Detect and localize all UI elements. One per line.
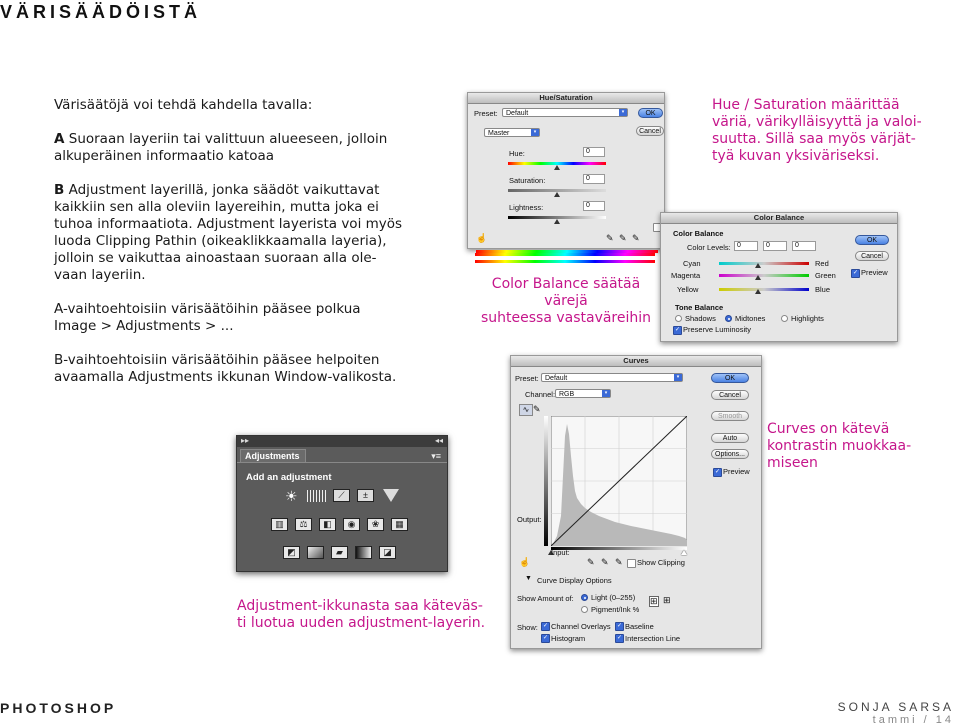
shadows-radio[interactable] [675,315,682,322]
cb-note-line: Color Balance säätää värejä [491,276,641,309]
hue-note-line: Hue / Saturation määrittää [712,97,900,113]
ok-button[interactable]: OK [855,235,889,245]
dialog-title: Color Balance [661,213,897,224]
curves-graph[interactable] [551,416,687,546]
magenta-label: Magenta [671,271,701,280]
panel-menu-icon[interactable]: ▾≡ [431,451,441,461]
channel-label: Channel: [525,390,556,399]
intro-line: Värisäätöjä voi tehdä kahdella tavalla: [54,97,313,113]
eyedropper-plus-icon[interactable]: ✎ [619,233,627,243]
channel-value: RGB [559,391,575,398]
preview-checkbox[interactable]: ✓ [852,270,859,276]
midtones-label: Midtones [735,314,766,323]
cancel-button[interactable]: Cancel [855,251,889,261]
white-point-handle[interactable] [681,550,687,555]
chevron-down-icon: ▾ [602,390,610,397]
adj-note-line: ti luotua uuden adjustment-layerin. [237,615,486,631]
hue-note-line: väriä, värikylläisyyttä ja valoi- [712,114,922,130]
auto-button[interactable]: Auto [711,433,749,443]
options-button[interactable]: Options... [711,449,749,459]
cancel-button[interactable]: Cancel [711,390,749,400]
preset-label: Preset: [474,109,498,118]
curve-tool-icon[interactable]: ∿ [519,404,533,416]
option-b-letter: B [54,182,65,198]
white-eyedropper-icon[interactable]: ✎ [615,557,623,567]
option-a-text: Suoraan layeriin tai valittuun alueeseen, jolloin [64,131,388,147]
preserve-luminosity-checkbox[interactable]: ✓ [674,327,681,333]
intersection-label: Intersection Line [625,634,681,643]
cb-note-line: suhteessa vastaväreihin [480,310,652,326]
curves-note-line: Curves on kätevä [767,421,890,437]
option-b-text: tuhoa informaatiota. Adjustment layerista voi myös [54,216,403,232]
option-b-text: Adjustment layerillä, jonka säädöt vaikuttavat [64,182,380,198]
curves-dialog [510,355,762,649]
a-path-text [54,301,361,335]
red-label: Red [815,259,829,268]
gradient-triangle-icon[interactable] [383,489,399,502]
color-balance-dialog [660,212,898,342]
preset-label: Preset: [515,374,539,383]
chevron-down-icon[interactable]: ▼ [525,575,532,582]
hue-slider-handle[interactable] [554,165,560,170]
hue-label: Hue: [509,149,525,158]
option-a-text-2: alkuperäinen informaatio katoaa [54,148,275,164]
baseline-label: Baseline [625,622,654,631]
threshold-icon[interactable]: ▰ [331,546,348,559]
highlights-radio[interactable] [781,315,788,322]
saturation-slider-handle[interactable] [554,192,560,197]
photo-filter-icon[interactable]: ◉ [343,518,360,531]
eyedropper-icon[interactable]: ✎ [606,233,614,243]
smooth-button[interactable]: Smooth [711,411,749,421]
histogram-checkbox[interactable]: ✓ [542,635,549,641]
preserve-luminosity-label: Preserve Luminosity [683,325,751,334]
output-label: Output: [517,515,542,524]
magenta-green-slider[interactable] [719,274,809,277]
option-b-text: luoda Clipping Pathin (oikeaklikkaamalla layeria), [54,233,387,249]
light-radio[interactable] [581,594,588,601]
level-field-2[interactable]: 0 [763,241,787,251]
grid-icon[interactable]: ▦ [391,518,408,531]
lightness-field[interactable]: 0 [583,201,605,211]
detailed-grid-icon[interactable]: ⊞ [663,595,671,605]
color-levels-label: Color Levels: [687,243,731,252]
b-path-text [54,352,396,386]
gray-eyedropper-icon[interactable]: ✎ [601,557,609,567]
cancel-button[interactable]: Cancel [636,126,664,136]
display-options-label: Curve Display Options [537,576,612,585]
hue-saturation-dialog [467,92,665,249]
dialog-title: Curves [511,356,761,367]
tab-adjustments[interactable]: Adjustments [240,449,306,462]
exposure-icon[interactable]: ± [357,489,374,502]
histogram-label: Histogram [551,634,586,643]
posterize-icon[interactable] [307,546,324,559]
channel-overlays-label: Channel Overlays [551,622,611,631]
dialog-title: Hue/Saturation [468,93,664,104]
footer-author [838,700,954,726]
option-b-text: vaan layeriin. [54,267,146,283]
b-path-line: B-vaihtoehtoisiin värisäätöihin pääsee helpoiten [54,352,380,368]
option-a-letter: A [54,131,65,147]
chevron-down-icon: ▾ [619,109,627,116]
level-field-1[interactable]: 0 [734,241,758,251]
black-eyedropper-icon[interactable]: ✎ [587,557,595,567]
cyan-label: Cyan [683,259,701,268]
output-gradient [544,416,548,546]
hue-field[interactable]: 0 [583,147,605,157]
intersection-checkbox[interactable]: ✓ [616,635,623,641]
color-balance-icon[interactable]: ⚖ [295,518,312,531]
saturation-field[interactable]: 0 [583,174,605,184]
midtones-radio[interactable] [725,315,732,322]
eyedropper-minus-icon[interactable]: ✎ [632,233,640,243]
ok-button[interactable]: OK [711,373,749,383]
yellow-blue-slider[interactable] [719,288,809,291]
option-b-text: kaikkiin sen alla oleviin layereihin, mutta joka ei [54,199,379,215]
vibrance-icon[interactable]: ▥ [271,518,288,531]
option-b [54,182,402,284]
adjustments-note [237,598,485,632]
brightness-icon[interactable]: ☀ [285,488,298,504]
input-label: Input: [551,548,570,557]
gradient-map-icon[interactable] [355,546,372,559]
preview-label: Preview [723,467,750,476]
pigment-label: Pigment/Ink % [591,605,640,614]
panel-topbar [237,436,447,447]
green-label: Green [815,271,836,280]
preset-select[interactable] [502,108,628,117]
channel-value: Master [488,130,510,137]
highlights-label: Highlights [791,314,824,323]
b-path-line: avaamalla Adjustments ikkunan Window-valikosta. [54,369,397,385]
option-b-text: jolloin se vaikuttaa ainoastaan suoraan alla ole- [54,250,377,266]
hand-icon[interactable]: ☝ [476,233,488,243]
saturation-label: Saturation: [509,176,546,185]
hue-note-line: suutta. Sillä saa myös värjät- [712,131,916,147]
footer-section-label: PHOTOSHOP [0,700,117,716]
color-balance-note [476,276,656,327]
expand-arrows-icon[interactable]: ◂◂ [434,436,443,445]
show-clipping-checkbox[interactable] [627,559,636,568]
light-label: Light (0–255) [591,593,636,602]
cyan-red-slider[interactable] [719,262,809,265]
yellow-label: Yellow [677,285,699,294]
baseline-checkbox[interactable]: ✓ [616,623,623,629]
preset-value: Default [506,110,529,117]
preview-label: Preview [861,268,888,277]
hand-icon[interactable]: ☝ [519,557,531,567]
input-gradient [551,547,687,550]
preset-value: Default [545,375,568,382]
hue-note-line: tyä kuvan yksiväriseksi. [712,148,880,164]
panel-heading: Add an adjustment [246,472,332,483]
levels-icon[interactable] [307,490,327,502]
black-white-icon[interactable]: ◧ [319,518,336,531]
lightness-label: Lightness: [509,203,544,212]
spectrum-bar [475,260,655,263]
curves-note [767,421,911,472]
group-label: Color Balance [673,229,724,238]
cyan-red-handle[interactable] [755,263,761,268]
lightness-slider-handle[interactable] [554,219,560,224]
show-clipping-label: Show Clipping [637,558,685,567]
collapse-arrows-icon[interactable]: ▸▸ [241,436,250,445]
channel-select[interactable] [555,389,611,398]
author-name: SONJA SARSA [837,700,954,714]
blue-label: Blue [815,285,831,294]
shadows-label: Shadows [685,314,716,323]
hue-note [712,97,922,165]
adjustments-panel [236,435,448,572]
channel-overlays-checkbox[interactable]: ✓ [542,623,549,629]
level-field-3[interactable]: 0 [792,241,816,251]
show-label: Show: [517,623,538,632]
page-title: VÄRISÄÄDÖISTÄ [0,2,202,22]
selective-color-icon[interactable]: ◪ [379,546,396,559]
magenta-green-handle[interactable] [755,275,761,280]
invert-icon[interactable]: ◩ [283,546,300,559]
group-label: Tone Balance [675,303,724,312]
show-amount-label: Show Amount of: [517,594,574,603]
yellow-blue-handle[interactable] [755,289,761,294]
curves-note-line: miseen [767,455,818,471]
preview-checkbox[interactable]: ✓ [714,469,721,475]
adj-note-line: Adjustment-ikkunasta saa käteväs- [237,598,483,614]
chevron-down-icon: ▾ [531,129,539,136]
tab-divider [237,462,447,463]
channel-select[interactable] [484,128,540,137]
pigment-radio[interactable] [581,606,588,613]
pencil-icon[interactable]: ✎ [533,404,541,414]
preset-select[interactable] [541,373,683,382]
channel-mixer-icon[interactable]: ❀ [367,518,384,531]
simple-grid-icon[interactable]: ⊞ [650,596,658,606]
curves-icon[interactable]: ⟋ [333,489,350,502]
option-a [54,131,387,165]
a-path-line: Image > Adjustments > ... [54,318,234,334]
page-number: tammi / 14 [872,714,954,726]
ok-button[interactable]: OK [638,108,663,118]
a-path-line: A-vaihtoehtoisiin värisäätöihin pääsee polkua [54,301,361,317]
spectrum-bar [475,253,655,256]
chevron-down-icon: ▾ [674,374,682,381]
curves-note-line: kontrastin muokkaa- [767,438,912,454]
